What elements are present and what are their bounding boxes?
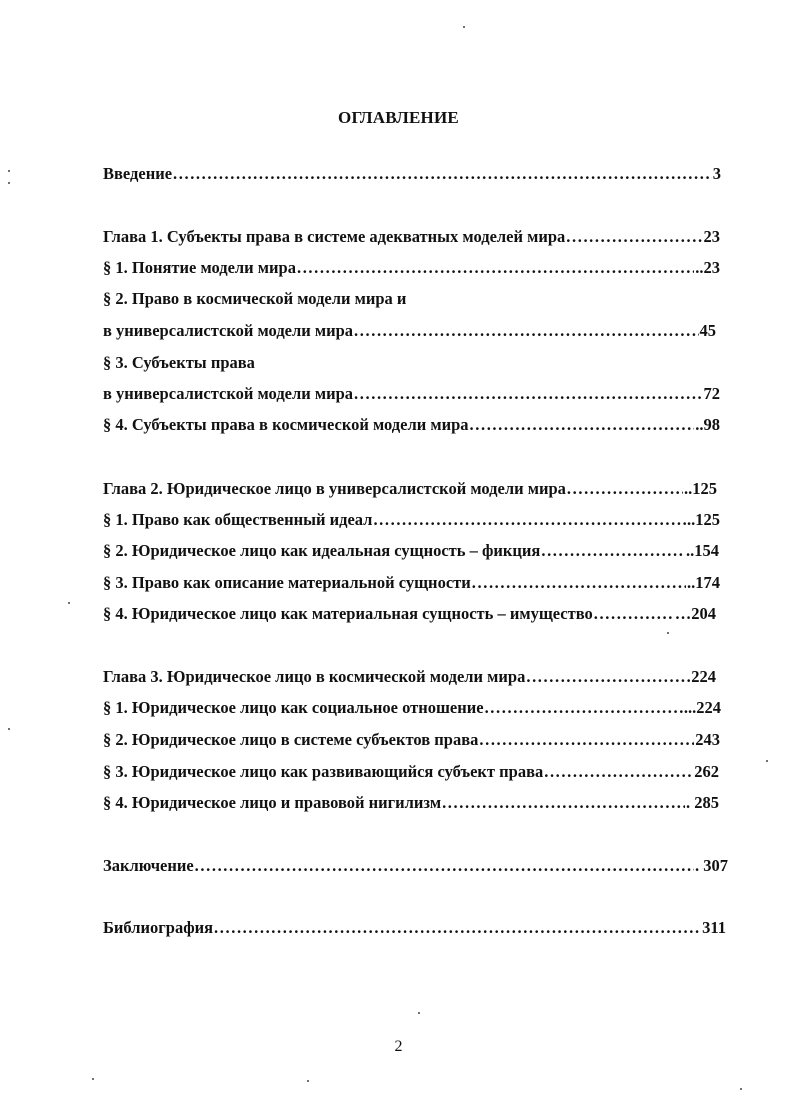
toc-entry-label: § 3. Субъекты права bbox=[103, 353, 255, 372]
dot-leader bbox=[195, 856, 694, 876]
dot-leader bbox=[567, 479, 683, 499]
scan-speck bbox=[740, 1088, 742, 1090]
dot-leader bbox=[566, 227, 702, 247]
page-number: 2 bbox=[394, 1038, 403, 1055]
toc-entry-page: . 307 bbox=[695, 856, 728, 875]
toc-entry-page: ..174 bbox=[687, 573, 720, 592]
toc-entry-page: 45 bbox=[699, 321, 716, 340]
toc-entry-page: 224 bbox=[691, 667, 716, 686]
dot-leader bbox=[214, 918, 701, 938]
toc-entry-ch3-section-3[interactable] bbox=[103, 762, 719, 782]
toc-entry-label: Библиография bbox=[103, 918, 214, 937]
toc-entry-page: . 285 bbox=[686, 793, 719, 812]
toc-entry-label: § 4. Юридическое лицо и правовой нигилизм bbox=[103, 793, 442, 812]
toc-title: ОГЛАВЛЕНИЕ bbox=[338, 108, 459, 127]
dot-leader bbox=[442, 793, 685, 813]
toc-entry-conclusion[interactable] bbox=[103, 856, 728, 876]
toc-entry-ch1-section-4[interactable] bbox=[103, 415, 720, 435]
toc-entry-ch1-section-2-line-1[interactable] bbox=[103, 289, 406, 309]
toc-entry-ch3-section-2[interactable] bbox=[103, 730, 720, 750]
scan-speck bbox=[68, 602, 70, 604]
toc-entry-ch2-section-3[interactable] bbox=[103, 573, 720, 593]
toc-entry-page: 3 bbox=[712, 164, 721, 183]
toc-entry-bibliography[interactable] bbox=[103, 918, 726, 938]
toc-entry-ch3-section-1[interactable] bbox=[103, 698, 721, 718]
toc-entry-intro[interactable] bbox=[103, 164, 721, 184]
scan-speck bbox=[307, 1080, 309, 1082]
dot-leader bbox=[354, 384, 702, 404]
toc-entry-chapter-2[interactable] bbox=[103, 479, 717, 499]
toc-entry-label: § 1. Право как общественный идеал bbox=[103, 510, 373, 529]
toc-entry-page: 23 bbox=[703, 227, 720, 246]
toc-entry-page: ..23 bbox=[695, 258, 720, 277]
toc-entry-label: Заключение bbox=[103, 856, 194, 875]
toc-entry-page: 262 bbox=[694, 762, 719, 781]
toc-entry-label: § 2. Юридическое лицо в системе субъектов права bbox=[103, 730, 479, 749]
scan-speck bbox=[8, 170, 10, 172]
dot-leader bbox=[472, 573, 686, 593]
toc-entry-label: § 4. Юридическое лицо как материальная сущность – имущество bbox=[103, 604, 593, 623]
scan-speck bbox=[8, 182, 10, 184]
toc-entry-page: ..154 bbox=[686, 541, 719, 560]
toc-entry-label: § 3. Право как описание материальной сущности bbox=[103, 573, 471, 592]
dot-leader bbox=[297, 258, 694, 278]
toc-entry-label: § 3. Юридическое лицо как развивающийся субъект права bbox=[103, 762, 544, 781]
dot-leader bbox=[354, 321, 698, 341]
dot-leader bbox=[594, 604, 674, 624]
toc-entry-ch2-section-1[interactable] bbox=[103, 510, 720, 530]
toc-entry-ch2-section-4[interactable] bbox=[103, 604, 716, 624]
dot-leader bbox=[470, 415, 695, 435]
scan-speck bbox=[667, 632, 669, 634]
toc-entry-ch2-section-2[interactable] bbox=[103, 541, 719, 561]
toc-entry-ch1-section-1[interactable] bbox=[103, 258, 720, 278]
toc-entry-label: § 2. Право в космической модели мира и bbox=[103, 289, 407, 308]
toc-entry-ch1-section-3-line-2[interactable] bbox=[103, 384, 720, 404]
toc-entry-chapter-3[interactable] bbox=[103, 667, 716, 687]
toc-entry-label: § 4. Субъекты права в космической модели мира bbox=[103, 415, 469, 434]
toc-entry-label: § 2. Юридическое лицо как идеальная сущность – фикция bbox=[103, 541, 541, 560]
toc-entry-ch1-section-2-line-2[interactable] bbox=[103, 321, 716, 341]
toc-entry-label: § 1. Юридическое лицо как социальное отношение bbox=[103, 698, 484, 717]
toc-entry-page: 72 bbox=[703, 384, 720, 403]
toc-entry-label: § 1. Понятие модели мира bbox=[103, 258, 296, 277]
scan-speck bbox=[766, 760, 768, 762]
dot-leader bbox=[173, 164, 712, 184]
dot-leader bbox=[479, 730, 694, 750]
toc-entry-label: в универсалистской модели мира bbox=[103, 321, 354, 340]
toc-entry-ch3-section-4[interactable] bbox=[103, 793, 719, 813]
dot-leader bbox=[544, 762, 693, 782]
toc-entry-page: 311 bbox=[702, 918, 726, 937]
toc-entry-label: Глава 2. Юридическое лицо в универсалистской модели мира bbox=[103, 479, 566, 498]
toc-entry-chapter-1[interactable] bbox=[103, 227, 720, 247]
dot-leader bbox=[485, 698, 683, 718]
toc-entry-page: ..125 bbox=[687, 510, 720, 529]
toc-entry-page: 243 bbox=[695, 730, 720, 749]
toc-entry-label: в универсалистской модели мира bbox=[103, 384, 354, 403]
toc-entry-ch1-section-3-line-1[interactable] bbox=[103, 353, 255, 373]
dot-leader bbox=[526, 667, 690, 687]
toc-entry-label: Глава 3. Юридическое лицо в космической модели мира bbox=[103, 667, 526, 686]
scan-speck bbox=[418, 1012, 420, 1014]
toc-entry-page: ..125 bbox=[684, 479, 717, 498]
scan-speck bbox=[8, 728, 10, 730]
scan-speck bbox=[463, 26, 465, 28]
dot-leader bbox=[541, 541, 685, 561]
toc-entry-page: ..98 bbox=[695, 415, 720, 434]
toc-entry-label: Введение bbox=[103, 164, 173, 183]
toc-entry-page: ...224 bbox=[683, 698, 721, 717]
dot-leader bbox=[373, 510, 686, 530]
scan-speck bbox=[92, 1078, 94, 1080]
toc-entry-page: …204 bbox=[674, 604, 716, 623]
toc-entry-label: Глава 1. Субъекты права в системе адекватных моделей мира bbox=[103, 227, 566, 246]
